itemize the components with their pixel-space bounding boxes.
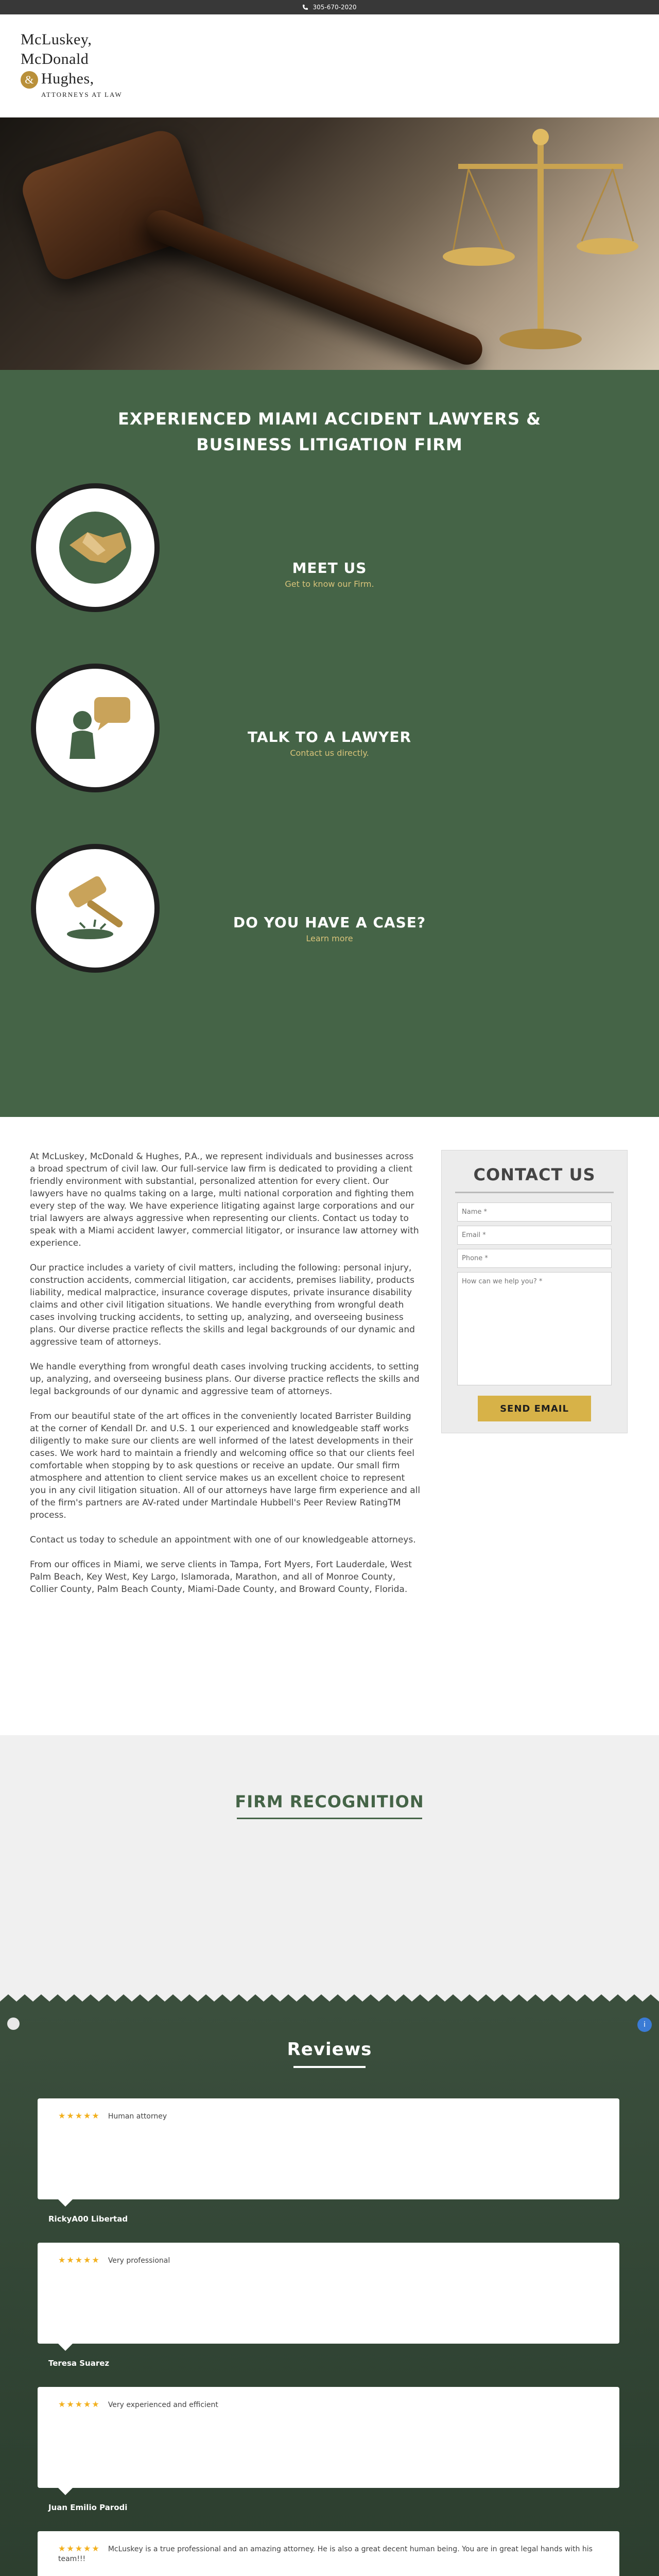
speech-tail	[58, 2344, 73, 2351]
services-section	[0, 370, 659, 1117]
services-heading: EXPERIENCED MIAMI ACCIDENT LAWYERS & BUSINESS LITIGATION FIRM	[117, 409, 542, 454]
phone-field[interactable]	[457, 1249, 612, 1268]
reviews-section	[0, 2008, 659, 2576]
review-text: McLuskey is a true professional and an amazing attorney. He is also a great decent human being. You are in great legal hands with his team!!!	[58, 2545, 593, 2563]
review-card	[38, 2243, 619, 2344]
paragraph: From our beautiful state of the art offices in the conveniently located Barrister Building at the corner of Kendall Dr. and U.S. 1 our experienced and knowledgeable staff works diligently to make sure our clients are well informed of the latest developments in their cases. We work hard to maintain a friendly and welcoming office so that our clients feel comfortable when stopping by to ask questions or receive an update. Our small firm atmosphere and attention to client service makes us an excellent choice to represent you in any civil litigation situation. All of our attorneys have large firm experience and all of the firm's partners are AV-rated under Martindale Hubbell's Peer Review RatingTM process.	[30, 1411, 421, 1520]
main-content-section	[0, 1117, 659, 1735]
logo-tagline: ATTORNEYS AT LAW	[41, 91, 123, 99]
logo-line-3	[21, 69, 154, 89]
reviewer-name: Juan Emilio Parodi	[48, 2503, 128, 2512]
email-field[interactable]	[457, 1226, 612, 1245]
service-circle[interactable]	[31, 483, 160, 612]
service-have-a-case[interactable]	[0, 844, 659, 978]
top-phone-link[interactable]: 305-670-2020	[313, 4, 357, 11]
review-widget-info-icon[interactable]: i	[637, 2018, 652, 2032]
contact-form-title: CONTACT US	[455, 1165, 614, 1193]
paragraph: We handle everything from wrongful death cases involving trucking accidents, to setting up, analyzing, and overseeing business plans. Our diverse practice reflects the skills and legal backgrounds of our dynamic and aggressive team of attorneys.	[30, 1362, 420, 1397]
gavel-head-graphic	[18, 126, 209, 284]
site-logo[interactable]	[21, 30, 154, 99]
ampersand-icon: &	[21, 71, 38, 89]
service-subtitle[interactable]: Get to know our Firm.	[285, 579, 374, 589]
send-email-button[interactable]: SEND EMAIL	[478, 1396, 591, 1421]
reviews-underline	[293, 2066, 366, 2068]
review-widget-badge[interactable]	[7, 2018, 20, 2030]
star-rating: ★★★★★	[58, 2111, 100, 2121]
review-card	[38, 2387, 619, 2488]
speech-tail	[58, 2488, 73, 2495]
speech-tail	[58, 2199, 73, 2207]
review-text: Very experienced and efficient	[108, 2401, 218, 2409]
service-circle[interactable]	[31, 664, 160, 792]
star-rating: ★★★★★	[58, 2544, 100, 2553]
service-title[interactable]: DO YOU HAVE A CASE?	[233, 914, 426, 931]
paragraph: Our practice includes a variety of civil matters, including the following: personal injury, construction accidents, commercial litigation, car accidents, premises liability, products liability, medical malpractice, insurance coverage disputes, private insurance disability claims and other civil litigation situations. We handle everything from wrongful death cases involving trucking accidents, to setting up, analyzing, and overseeing business plans. Our diverse practice reflects the skills and legal backgrounds of our dynamic and aggressive team of attorneys.	[30, 1263, 415, 1347]
zigzag-divider	[0, 1994, 659, 2009]
service-title[interactable]: MEET US	[292, 560, 367, 577]
name-field[interactable]	[457, 1202, 612, 1222]
lawyer-speech-icon	[49, 682, 142, 774]
paragraph: Contact us today to schedule an appointment with one of our knowledgeable attorneys.	[30, 1535, 416, 1545]
scales-of-justice-icon	[443, 128, 638, 354]
review-text: Human attorney	[108, 2112, 167, 2121]
message-field[interactable]	[457, 1272, 612, 1385]
review-text: Very professional	[108, 2257, 170, 2265]
recognition-title: FIRM RECOGNITION	[235, 1792, 424, 1811]
service-meet-us[interactable]	[0, 483, 659, 617]
service-talk-to-lawyer[interactable]	[0, 664, 659, 798]
review-card	[38, 2531, 619, 2576]
service-subtitle[interactable]: Learn more	[306, 934, 353, 943]
contact-form	[441, 1150, 628, 1433]
star-rating: ★★★★★	[58, 2399, 100, 2409]
firm-recognition-section	[0, 1735, 659, 2008]
top-bar	[0, 0, 659, 14]
review-card	[38, 2098, 619, 2199]
phone-icon	[302, 4, 308, 10]
reviewer-name: RickyA00 Libertad	[48, 2214, 128, 2224]
intro-text	[30, 1150, 421, 1608]
service-subtitle[interactable]: Contact us directly.	[290, 748, 369, 758]
paragraph: At McLuskey, McDonald & Hughes, P.A., we represent individuals and businesses across a broad spectrum of civil law. Our full-service law firm is dedicated to providing a client friendly environment with substantial, personalized attention for every client. Our lawyers have no qualms taking on a large, multi national corporation and fighting them every step of the way. We have experience litigating against large corporations and our trial lawyers are always aggressive when representing our clients. Contact us today to speak with a Miami accident lawyer, commercial litigator, or insurance law attorney with experience.	[30, 1151, 419, 1248]
reviewer-name: Teresa Suarez	[48, 2359, 110, 2368]
gavel-handle-graphic	[141, 206, 487, 369]
service-circle[interactable]	[31, 844, 160, 973]
logo-line-1: McLuskey,	[21, 31, 92, 48]
site-header	[0, 14, 659, 117]
hero-image	[0, 117, 659, 370]
reviews-title: Reviews	[287, 2039, 372, 2060]
logo-line-2: McDonald	[21, 50, 89, 67]
logo-line-3-text: Hughes,	[41, 70, 94, 87]
paragraph: From our offices in Miami, we serve clients in Tampa, Fort Myers, Fort Lauderdale, West Palm Beach, Key West, Key Largo, Islamorada, Marathon, and all of Monroe County, Collier County, Palm Beach County, Miami-Dade County, and Broward County, Florida.	[30, 1560, 412, 1595]
service-title[interactable]: TALK TO A LAWYER	[247, 728, 412, 745]
recognition-underline	[237, 1818, 422, 1819]
star-rating: ★★★★★	[58, 2255, 100, 2265]
